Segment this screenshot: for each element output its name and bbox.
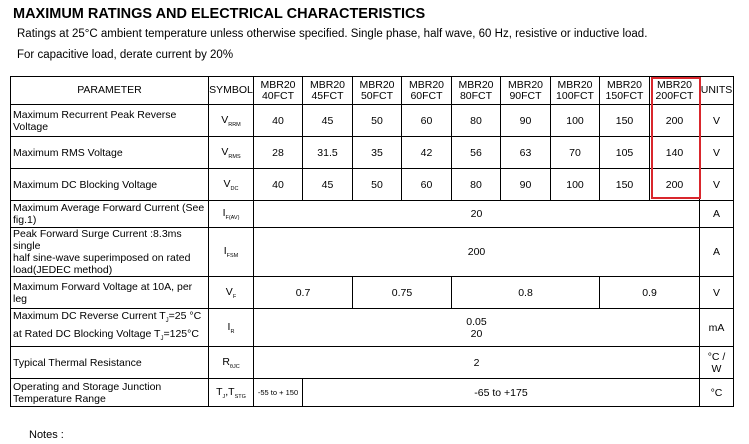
parameter-cell: Maximum DC Reverse Current $T_J=25$ °C at Rated DC Blocking Voltage $T_J=125^\circ C$ [11, 309, 209, 347]
symbol-cell: $V_F$ [209, 277, 254, 309]
unit-cell: V [700, 137, 734, 169]
table-header-row [11, 77, 734, 105]
model-header: MBR20 40FCT [254, 77, 303, 105]
value-cell: 56 [452, 137, 501, 169]
value-cell: 45 [303, 169, 353, 201]
symbol-cell: $I_{FSM}$ [209, 228, 254, 277]
table-row [11, 105, 734, 137]
unit-cell: V [700, 169, 734, 201]
table-row [11, 277, 734, 309]
unit-cell: °C [700, 379, 734, 407]
value-cell: 80 [452, 169, 501, 201]
value-cell: -65 to +175 [303, 379, 700, 407]
model-header: MBR20 100FCT [551, 77, 600, 105]
unit-cell: A [700, 201, 734, 228]
parameter-cell: Maximum Forward Voltage at 10A, per leg [11, 277, 209, 309]
value-cell: 40 [254, 105, 303, 137]
value-cell: 42 [402, 137, 452, 169]
value-cell: 70 [551, 137, 600, 169]
parameter-cell: Operating and Storage Junction Temperature Range [11, 379, 209, 407]
value-cell: 63 [501, 137, 551, 169]
value-cell: 0.05 20 [254, 309, 700, 347]
symbol-cell: $R_{\theta JC}$ [209, 347, 254, 379]
value-cell: 100 [551, 169, 600, 201]
value-cell: 2 [254, 347, 700, 379]
value-cell: 0.7 [254, 277, 353, 309]
ratings-table [10, 76, 734, 407]
parameter-cell: Maximum Recurrent Peak Reverse Voltage [11, 105, 209, 137]
value-cell: 50 [353, 105, 402, 137]
value-cell: 35 [353, 137, 402, 169]
value-cell: 90 [501, 105, 551, 137]
symbol-cell: $V_{RMS}$ [209, 137, 254, 169]
table-row [11, 228, 734, 277]
table-row [11, 201, 734, 228]
unit-cell: mA [700, 309, 734, 347]
value-cell: 45 [303, 105, 353, 137]
symbol-header: SYMBOL [209, 77, 254, 105]
table-row [11, 347, 734, 379]
value-cell: 90 [501, 169, 551, 201]
symbol-cell: $I_{F(AV)}$ [209, 201, 254, 228]
value-cell: 0.9 [600, 277, 700, 309]
value-cell: 150 [600, 105, 650, 137]
parameter-cell: Maximum DC Blocking Voltage [11, 169, 209, 201]
model-header: MBR20 90FCT [501, 77, 551, 105]
parameter-header: PARAMETER [11, 77, 209, 105]
value-cell: 80 [452, 105, 501, 137]
symbol-cell: $V_{RRM}$ [209, 105, 254, 137]
unit-cell: V [700, 105, 734, 137]
value-cell: 150 [600, 169, 650, 201]
value-cell: 100 [551, 105, 600, 137]
parameter-cell: Maximum RMS Voltage [11, 137, 209, 169]
value-cell: 200 [650, 169, 700, 201]
symbol-cell: $V_{DC}$ [209, 169, 254, 201]
value-cell: 60 [402, 105, 452, 137]
page-title: MAXIMUM RATINGS AND ELECTRICAL CHARACTERISTICS [13, 6, 426, 22]
model-header: MBR20 200FCT [650, 77, 700, 105]
value-cell: 140 [650, 137, 700, 169]
value-cell: 200 [254, 228, 700, 277]
value-cell: 31.5 [303, 137, 353, 169]
model-header: MBR20 150FCT [600, 77, 650, 105]
model-header: MBR20 45FCT [303, 77, 353, 105]
capacitive-derating-text: For capacitive load, derate current by 20% [17, 49, 234, 61]
unit-cell: V [700, 277, 734, 309]
table-row [11, 309, 734, 347]
value-cell: 40 [254, 169, 303, 201]
value-cell: 60 [402, 169, 452, 201]
symbol-cell: $I_R$ [209, 309, 254, 347]
value-cell: 105 [600, 137, 650, 169]
table-row [11, 169, 734, 201]
table-row [11, 137, 734, 169]
parameter-cell: Peak Forward Surge Current :8.3ms single half sine-wave superimposed on rated load(JEDEC method) [11, 228, 209, 277]
model-header: MBR20 80FCT [452, 77, 501, 105]
model-header: MBR20 60FCT [402, 77, 452, 105]
model-header: MBR20 50FCT [353, 77, 402, 105]
value-cell: 0.8 [452, 277, 600, 309]
value-cell: 20 [254, 201, 700, 228]
units-header: UNITS [700, 77, 734, 105]
value-cell: -55 to + 150 [254, 379, 303, 407]
ratings-conditions-text: Ratings at 25°C ambient temperature unless otherwise specified. Single phase, half wave, 60 Hz, resistive or inductive load. [17, 28, 648, 40]
unit-cell: A [700, 228, 734, 277]
value-cell: 28 [254, 137, 303, 169]
parameter-cell: Typical Thermal Resistance [11, 347, 209, 379]
notes-label: Notes : [29, 429, 64, 441]
table-row [11, 379, 734, 407]
value-cell: 0.75 [353, 277, 452, 309]
symbol-cell: $T_J,T_{STG}$ [209, 379, 254, 407]
unit-cell: °C / W [700, 347, 734, 379]
parameter-cell: Maximum Average Forward Current (See fig.1) [11, 201, 209, 228]
value-cell: 200 [650, 105, 700, 137]
value-cell: 50 [353, 169, 402, 201]
